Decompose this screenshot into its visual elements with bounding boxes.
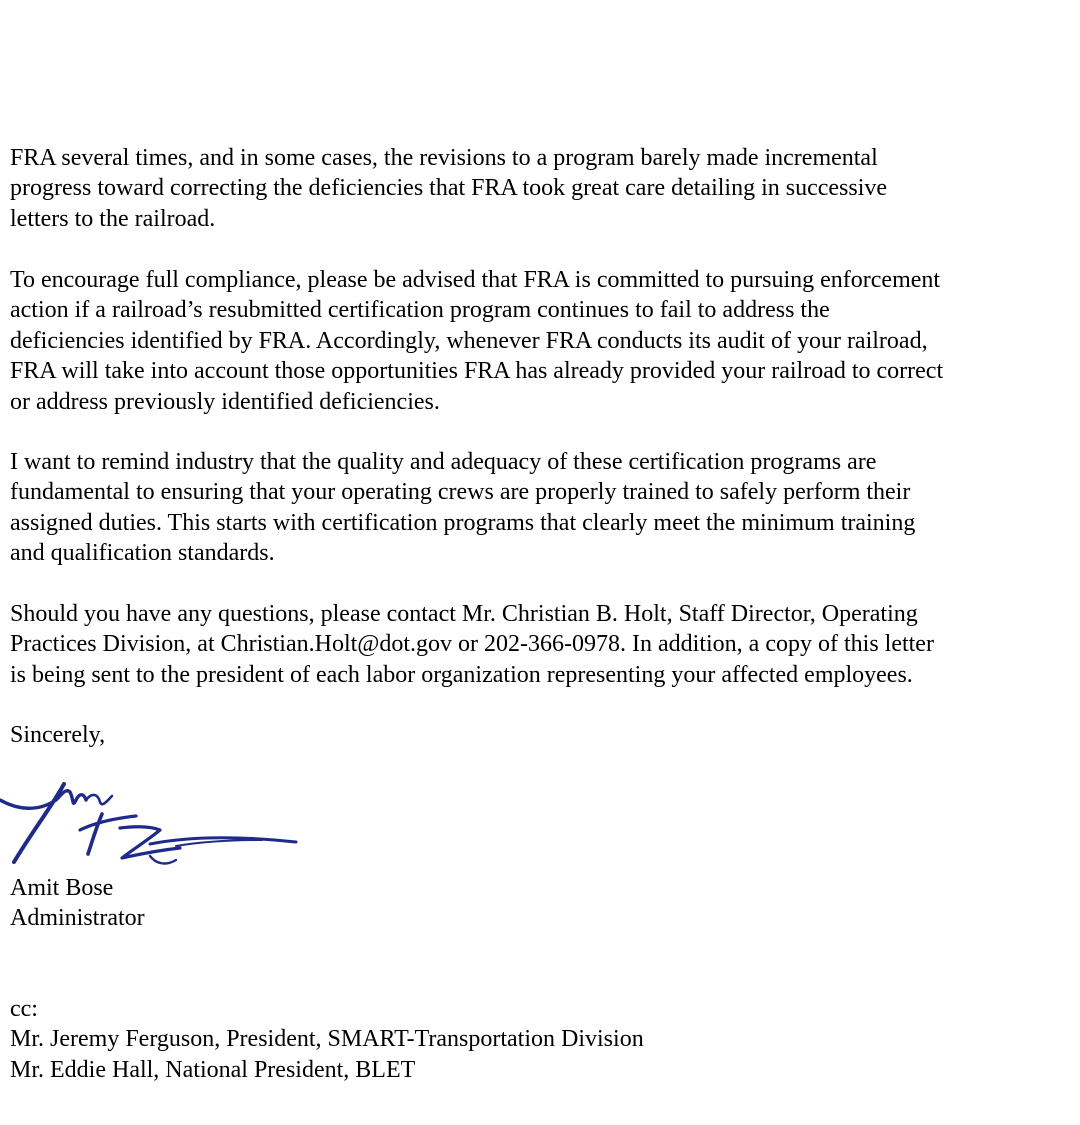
paragraph-line: FRA will take into account those opportunities FRA has already provided your railroad to correct — [10, 358, 944, 385]
signer-title: Administrator — [10, 905, 145, 932]
closing-salutation — [10, 720, 1070, 750]
paragraph-line: To encourage full compliance, please be advised that FRA is committed to pursuing enforcement — [10, 267, 941, 293]
signature-drawing — [0, 770, 305, 890]
cc-block — [10, 994, 1070, 1085]
signer-block — [10, 873, 1070, 934]
paragraph-line: letters to the railroad. — [10, 205, 216, 232]
paragraph-line: action if a railroad’s resubmitted certification program continues to fail to address the — [10, 297, 830, 324]
cc-recipient: Mr. Eddie Hall, National President, BLET — [10, 1056, 416, 1083]
handwritten-signature — [0, 770, 305, 890]
paragraph-line: and qualification standards. — [10, 540, 275, 567]
paragraph-line: Practices Division, at Christian.Holt@dot.gov or 202-366-0978. In addition, a copy of this letter — [10, 631, 934, 658]
paragraph-line: deficiencies identified by FRA. Accordingly, whenever FRA conducts its audit of your railroad, — [10, 327, 928, 354]
body-paragraph-reminder — [10, 447, 1070, 569]
paragraph-line: FRA several times, and in some cases, the revisions to a program barely made incremental — [10, 145, 878, 171]
paragraph-line: fundamental to ensuring that your operating crews are properly trained to safely perform their — [10, 479, 911, 506]
paragraph-line: is being sent to the president of each labor organization representing your affected employees. — [10, 661, 913, 688]
cc-label: cc: — [10, 996, 38, 1022]
body-paragraph-deficiency-history — [10, 143, 1070, 234]
closing-text: Sincerely, — [10, 722, 106, 748]
body-paragraph-enforcement — [10, 265, 1070, 417]
signer-name: Amit Bose — [10, 875, 114, 901]
paragraph-line: Should you have any questions, please contact Mr. Christian B. Holt, Staff Director, Operating — [10, 601, 918, 627]
paragraph-line: I want to remind industry that the quality and adequacy of these certification programs are — [10, 449, 877, 475]
paragraph-line: progress toward correcting the deficiencies that FRA took great care detailing in successive — [10, 175, 888, 202]
paragraph-line: or address previously identified deficiencies. — [10, 388, 440, 415]
paragraph-line: assigned duties. This starts with certification programs that clearly meet the minimum training — [10, 509, 916, 536]
cc-recipient: Mr. Jeremy Ferguson, President, SMART-Transportation Division — [10, 1026, 644, 1053]
body-paragraph-contact — [10, 599, 1070, 690]
